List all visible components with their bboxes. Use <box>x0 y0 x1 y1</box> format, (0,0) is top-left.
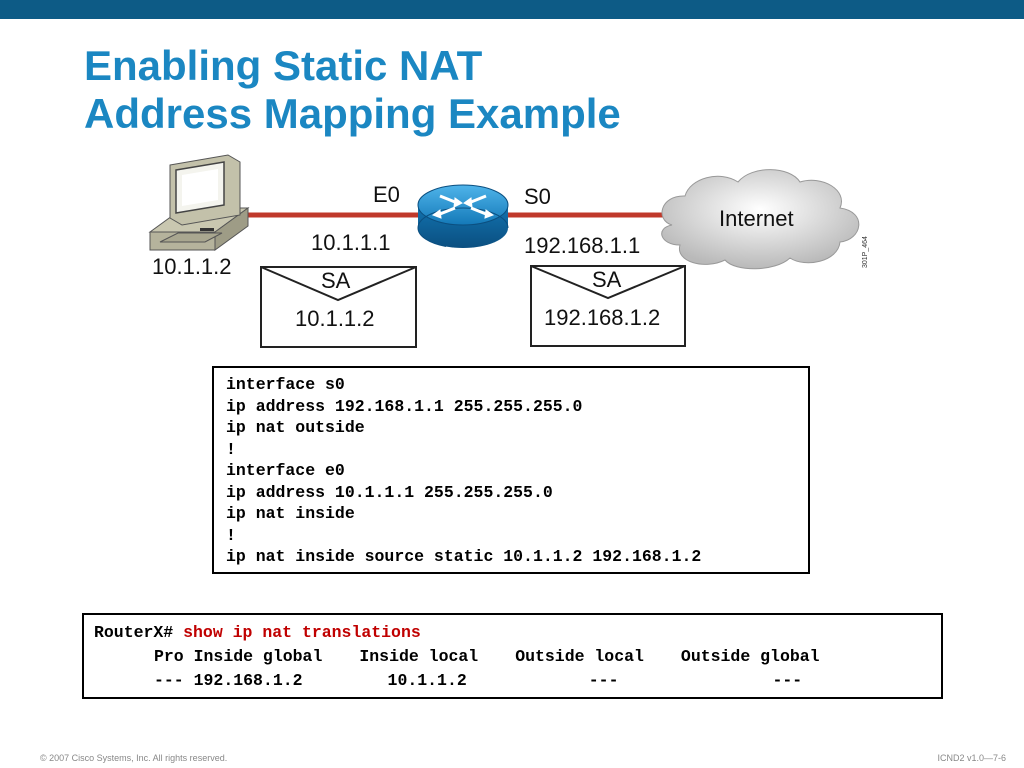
terminal-box <box>82 613 943 699</box>
cell-outside-global: --- <box>772 671 803 690</box>
internet-label: Internet <box>719 206 794 231</box>
packet-right-header: SA <box>592 267 622 292</box>
config-line: ip nat inside source static 10.1.1.2 192.168.1.2 <box>226 547 702 566</box>
config-line: interface e0 <box>226 461 345 480</box>
packet-right-address: 192.168.1.2 <box>544 305 661 330</box>
course-footer: ICND2 v1.0—7-6 <box>937 753 1006 763</box>
config-box <box>212 366 810 574</box>
router-icon <box>418 185 508 248</box>
packet-left-header: SA <box>321 268 351 293</box>
terminal-command-line <box>94 621 941 645</box>
s0-ip-label: 192.168.1.1 <box>524 233 641 258</box>
e0-ip-label: 10.1.1.1 <box>311 230 391 255</box>
router-prompt: RouterX# <box>94 623 174 642</box>
terminal-command: show ip nat translations <box>183 623 421 642</box>
pc-icon <box>150 155 248 250</box>
config-line: ! <box>226 439 236 459</box>
packet-left-address: 10.1.1.2 <box>295 306 375 331</box>
config-line: ip nat outside <box>226 418 365 437</box>
copyright-footer: © 2007 Cisco Systems, Inc. All rights reserved. <box>40 753 228 763</box>
title-line-2: Address Mapping Example <box>84 90 621 137</box>
config-line: interface s0 <box>226 375 345 394</box>
config-line: ip address 192.168.1.1 255.255.255.0 <box>226 396 583 416</box>
column-header-outside-local: Outside local <box>515 647 644 666</box>
config-line: ip address 10.1.1.1 255.255.255.0 <box>226 482 553 502</box>
cell-inside-global: 192.168.1.2 <box>193 671 303 690</box>
translation-table-row <box>94 669 941 693</box>
figure-id-label: 301P_464 <box>862 236 869 268</box>
cell-inside-local: 10.1.1.2 <box>387 671 467 690</box>
translation-table-header <box>94 645 941 669</box>
host-ip-label: 10.1.1.2 <box>152 254 232 279</box>
config-line: ip nat inside <box>226 504 355 523</box>
cell-outside-local: --- <box>588 671 619 690</box>
network-diagram <box>0 0 1024 360</box>
column-header-inside-local: Inside local <box>359 647 479 666</box>
column-header-pro: Pro <box>154 647 184 666</box>
title-line-1: Enabling Static NAT <box>84 42 483 89</box>
interface-e0-label: E0 <box>373 182 400 207</box>
cell-pro: --- <box>154 671 184 690</box>
interface-s0-label: S0 <box>524 184 551 209</box>
column-header-outside-global: Outside global <box>680 647 820 666</box>
column-header-inside-global: Inside global <box>193 647 323 666</box>
config-line: ! <box>226 525 236 545</box>
